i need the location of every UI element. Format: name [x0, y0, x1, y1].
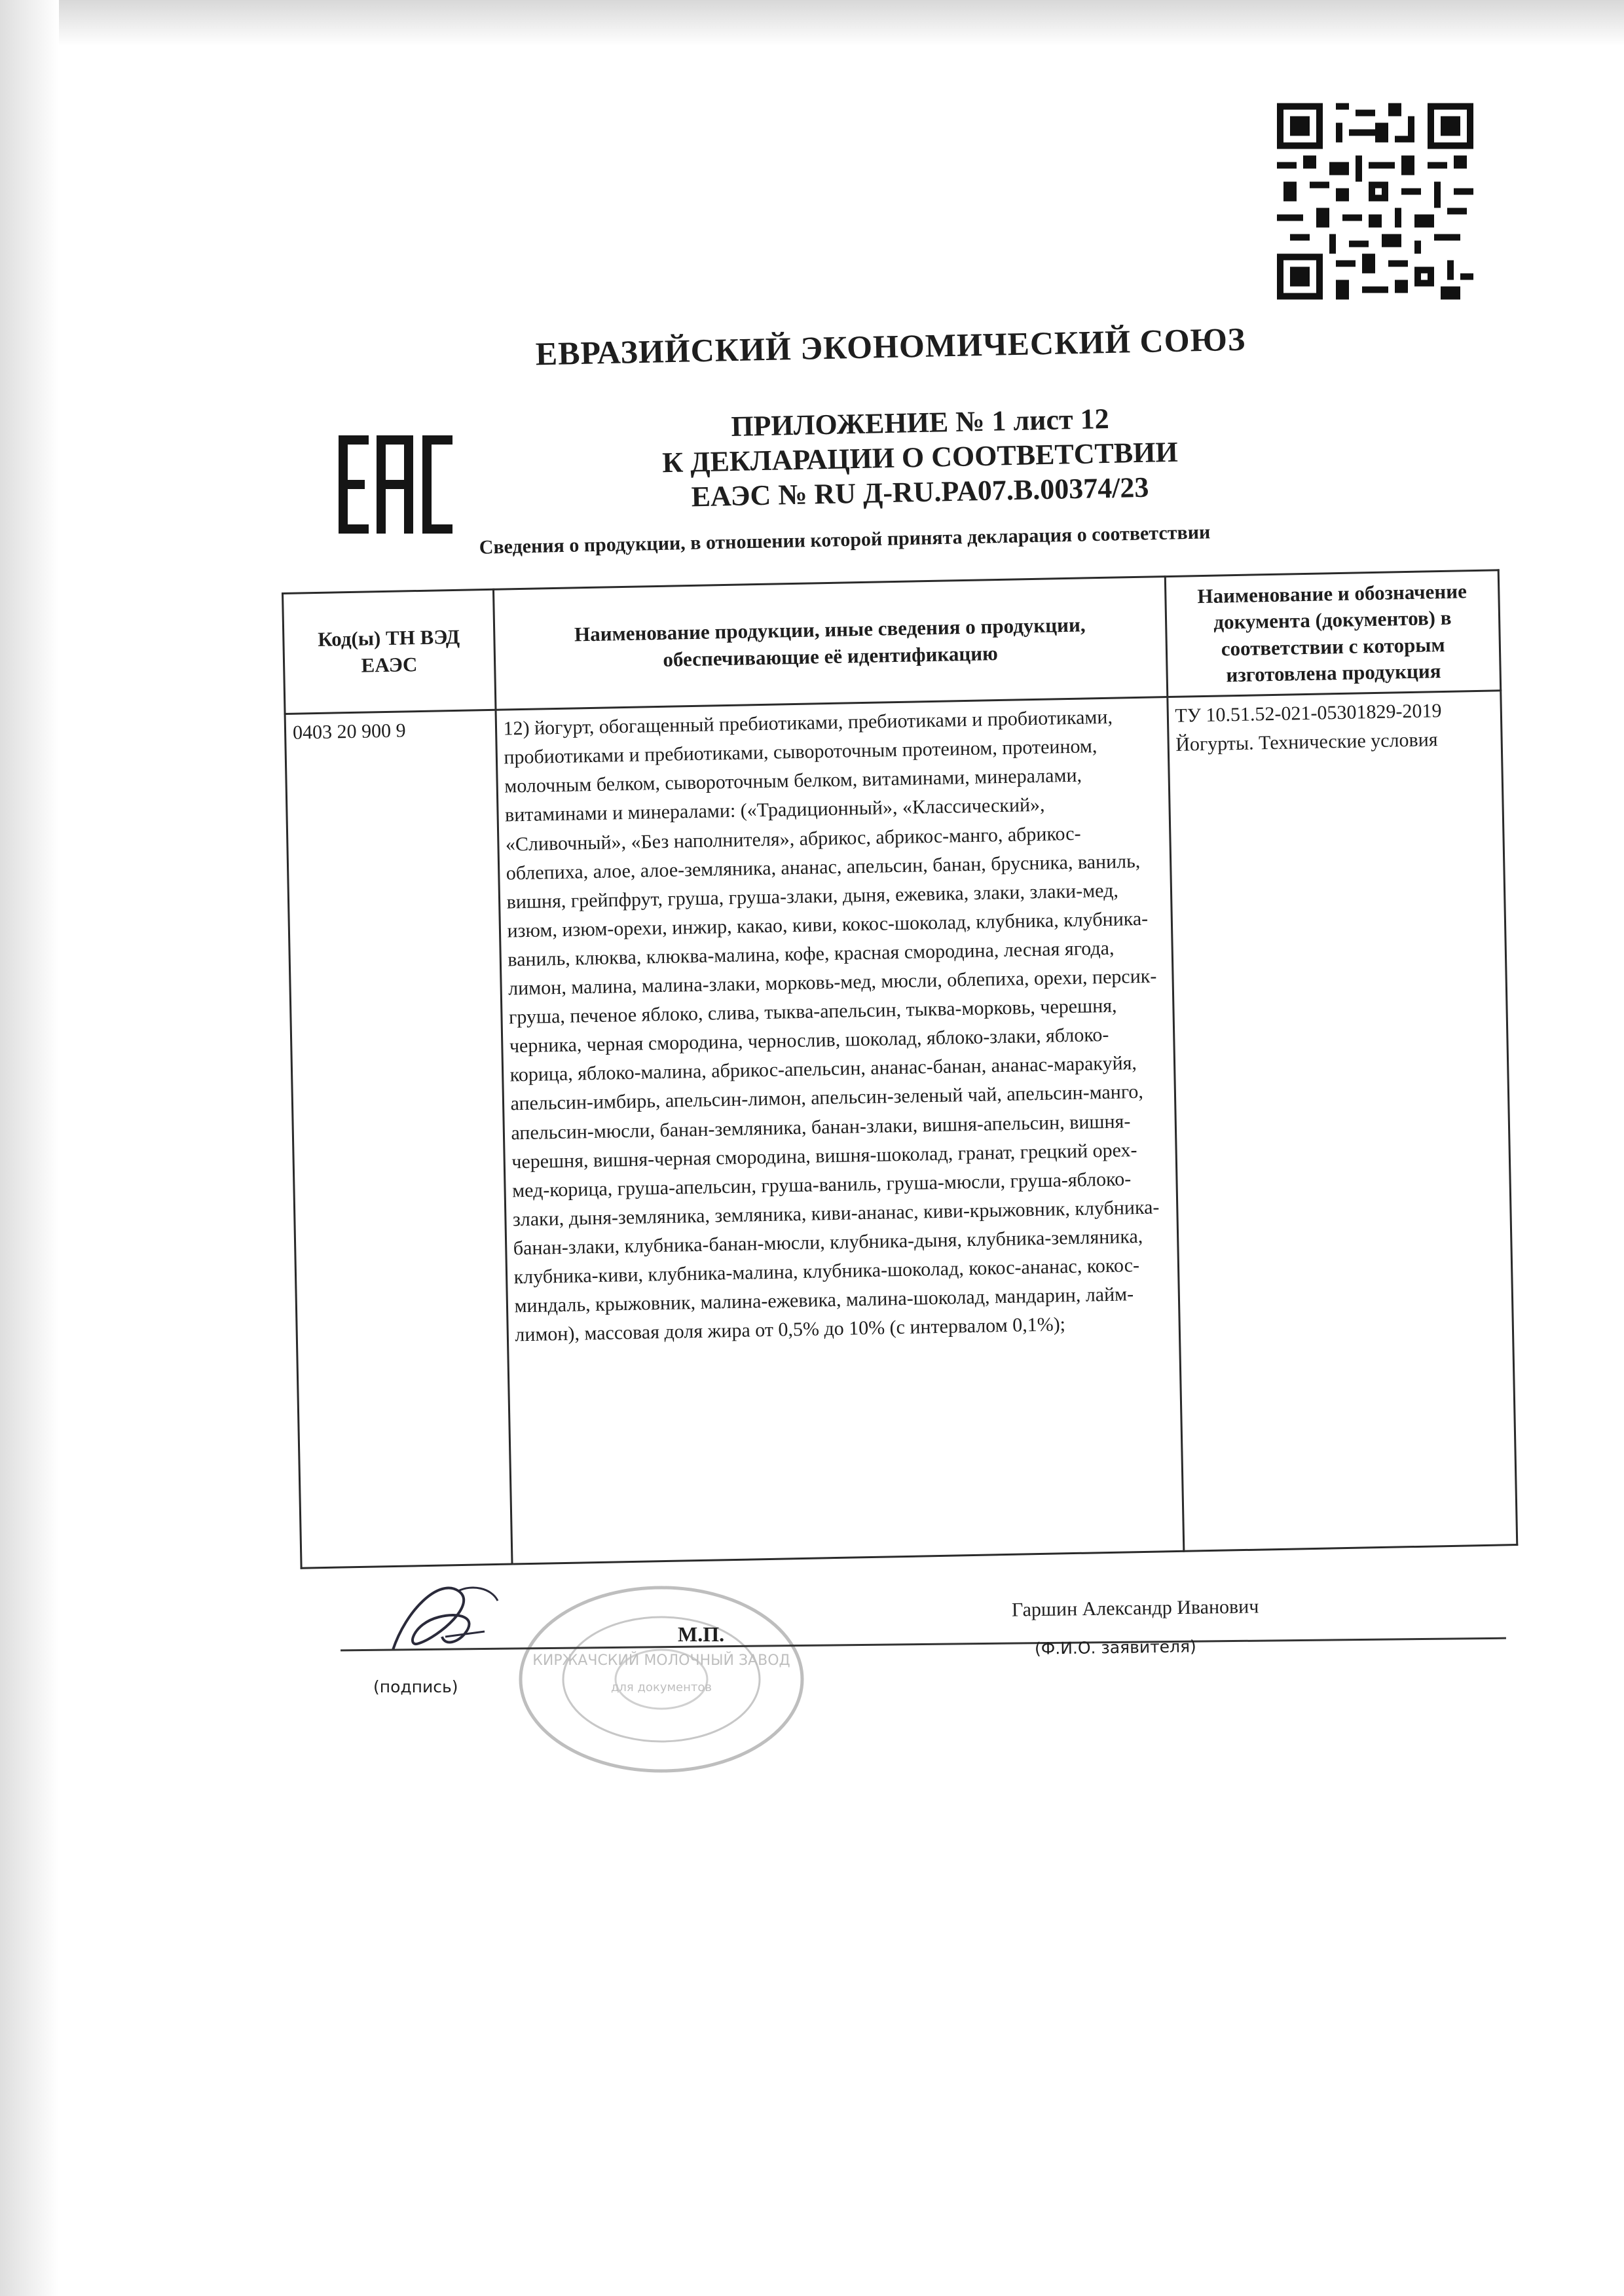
stamp-place-label: М.П.: [678, 1622, 725, 1646]
signature-label: (подпись): [373, 1677, 458, 1696]
cell-document: ТУ 10.51.52-021-05301829-2019 Йогурты. Технические условия: [1167, 691, 1517, 1552]
table-header-row: [283, 570, 1501, 714]
scan-shadow-left: [0, 0, 59, 2296]
organization-title: ЕВРАЗИЙСКИЙ ЭКОНОМИЧЕСКИЙ СОЮЗ: [535, 320, 1246, 373]
declaration-title: К ДЕКЛАРАЦИИ О СООТВЕТСТВИИ: [661, 435, 1179, 479]
applicant-name-label: (Ф.И.О. заявителя): [1034, 1637, 1196, 1658]
appendix-title: ПРИЛОЖЕНИЕ № 1 лист 12: [730, 402, 1110, 443]
applicant-name: Гаршин Александр Иванович: [1011, 1595, 1259, 1621]
header-code: Код(ы) ТН ВЭД ЕАЭС: [283, 589, 496, 714]
handwritten-signature: [380, 1571, 504, 1669]
table-caption: Сведения о продукции, в отношении которой принята декларация о соответствии: [479, 521, 1211, 558]
header-document: Наименование и обозначение документа (документов) в соответствии с которым изготовлена продукция: [1165, 570, 1501, 697]
table-row: [285, 691, 1517, 1568]
product-table: [282, 569, 1519, 1613]
eac-logo: [337, 429, 455, 540]
header-product-name: Наименование продукции, иные сведения о продукции, обеспечивающие её идентификацию: [493, 577, 1167, 710]
declaration-number: ЕАЭС № RU Д-RU.PA07.B.00374/23: [691, 471, 1149, 513]
scan-shadow-top: [0, 0, 1624, 46]
stamp-text: КИРЖАЧСКИЙ МОЛОЧНЫЙ ЗАВОД: [532, 1652, 790, 1669]
company-stamp: [507, 1581, 815, 1777]
cell-product-name: 12) йогурт, обогащенный пребиотиками, пребиотиками и пробиотиками, пробиотиками и пребиотиками, сывороточным протеином, протеином, молочным белком, сывороточным белком, витаминами, минералами, витаминами и минералами: («Традиционный», «Классический», «Сливочный», «Без наполнителя», абрикос, абрикос-манго, абрикос-облепиха, алое, алое-земляника, ананас, апельсин, банан, брусника, ваниль, вишня, грейпфрут, груша, груша-злаки, дыня, ежевика, злаки, злаки-мед, изюм, изюм-орехи, инжир, какао, киви, кокос-шоколад, клубника, клубника-ваниль, клюква, клюква-малина, кофе, красная смородина, лесная ягода, лимон, малина, малина-злаки, морковь-мед, мюсли, облепиха, орехи, персик-груша, печеное яблоко, слива, тыква-апельсин, тыква-морковь, черешня, черника, черная смородина, чернослив, шоколад, яблоко-злаки, яблоко-корица, яблоко-малина, абрикос-апельсин, ананас-банан, ананас-маракуйя, апельсин-имбирь, апельсин-лимон, апельсин-зеленый чай, апельсин-манго, апельсин-мюсли, банан-земляника, банан-злаки, вишня-апельсин, вишня-черешня, вишня-черная смородина, вишня-шоколад, гранат, грецкий орех-мед-корица, груша-апельсин, груша-ваниль, груша-мюсли, груша-яблоко-злаки, дыня-земляника, земляника, киви-ананас, киви-крыжовник, клубника-банан-злаки, клубника-банан-мюсли, клубника-дыня, клубника-земляника, клубника-киви, клубника-малина, клубника-шоколад, кокос-ананас, кокос-миндаль, крыжовник, малина-ежевика, малина-шоколад, мандарин, лайм-лимон), массовая доля жира от 0,5% до 10% (с интервалом 0,1%);: [496, 697, 1184, 1564]
stamp-caption: для документов: [610, 1681, 712, 1694]
qr-code: [1277, 101, 1473, 301]
cell-code: 0403 20 900 9: [285, 710, 512, 1568]
